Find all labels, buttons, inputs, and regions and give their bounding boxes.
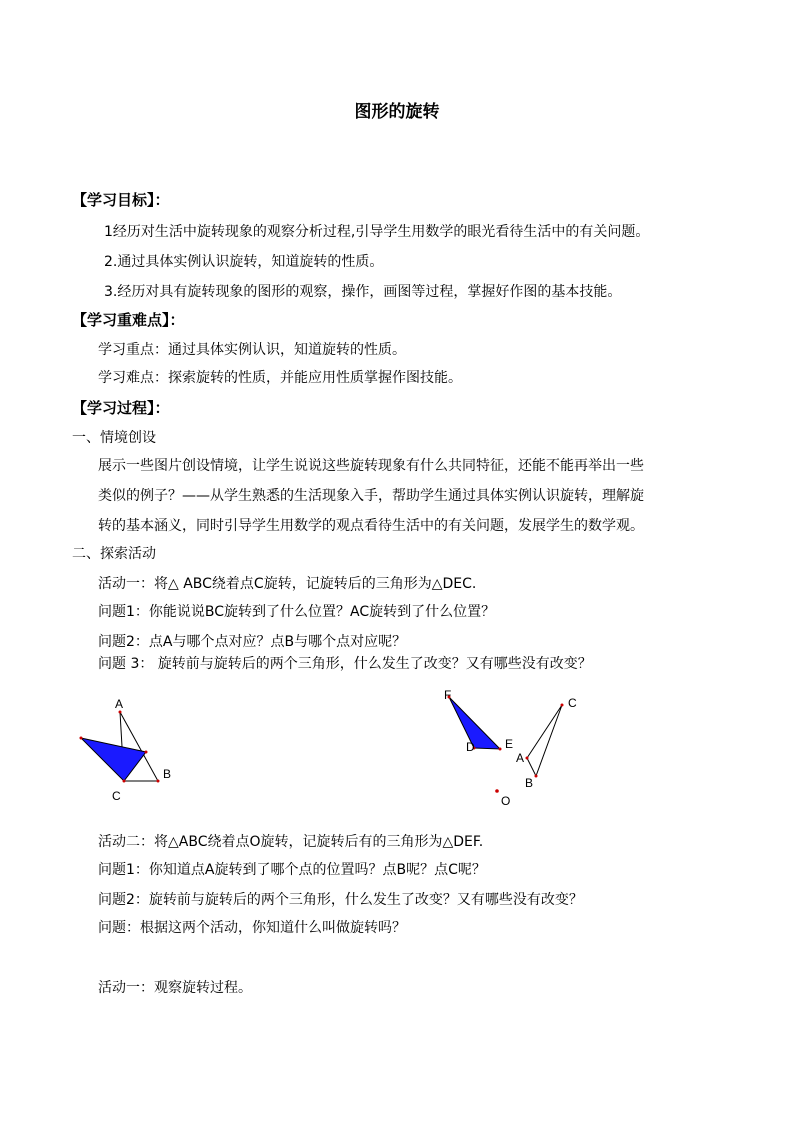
activity2-question-1: 问题1：你知道点A旋转到了哪个点的位置吗？点B呢？点C呢？ bbox=[98, 862, 486, 878]
label-b: B bbox=[163, 767, 172, 781]
point-a-marker bbox=[526, 757, 529, 760]
label-f: F bbox=[444, 688, 452, 702]
activity1-text: 活动一：将△ ABC绕着点C旋转，记旋转后的三角形为△DEC. bbox=[98, 576, 477, 592]
summary-question: 问题：根据这两个活动，你知道什么叫做旋转吗？ bbox=[98, 920, 406, 936]
part1-line-3: 转的基本涵义，同时引导学生用数学的观点看待生活中的有关问题，发展学生的数学观。 bbox=[98, 518, 644, 534]
activity1-question-2: 问题2：点A与哪个点对应？点B与哪个点对应呢？ bbox=[98, 634, 407, 650]
point-o-marker bbox=[495, 789, 499, 793]
activity1-question-3: 问题 3： 旋转前与旋转后的两个三角形，什么发生了改变？又有哪些没有改变？ bbox=[98, 656, 592, 672]
key-points-heading: 【学习重难点】： bbox=[72, 311, 185, 329]
label-a: A bbox=[115, 697, 124, 711]
process-heading: 【学习过程】： bbox=[72, 399, 170, 417]
label-d: D bbox=[466, 740, 475, 754]
part2-title: 二、探索活动 bbox=[72, 546, 156, 562]
activity3-text: 活动一：观察旋转过程。 bbox=[98, 980, 252, 996]
point-c-marker bbox=[561, 704, 564, 707]
goals-heading: 【学习目标】： bbox=[72, 191, 170, 209]
goal-item-3: 3.经历对具有旋转现象的图形的观察，操作，画图等过程，掌握好作图的基本技能。 bbox=[104, 284, 622, 300]
label-c: C bbox=[568, 696, 577, 710]
activity1-question-1: 问题1：你能说说BC旋转到了什么位置？AC旋转到了什么位置？ bbox=[98, 604, 496, 620]
label-c: C bbox=[112, 789, 121, 803]
activity2-question-2: 问题2：旋转前与旋转后的两个三角形，什么发生了改变？又有哪些没有改变？ bbox=[98, 892, 583, 908]
part1-line-2: 类似的例子？——从学生熟悉的生活现象入手，帮助学生通过具体实例认识旋转，理解旋 bbox=[98, 488, 644, 504]
triangle-abc-outline bbox=[527, 705, 562, 776]
activity2-text: 活动二：将△ABC绕着点O旋转，记旋转后有的三角形为△DEF. bbox=[98, 834, 484, 850]
key-point-item-2: 学习难点：探索旋转的性质，并能应用性质掌握作图技能。 bbox=[98, 370, 462, 386]
part1-line-1: 展示一些图片创设情境，让学生说说这些旋转现象有什么共同特征，还能不能再举出一些 bbox=[98, 458, 644, 474]
goal-item-1: 1经历对生活中旋转现象的观察分析过程,引导学生用数学的眼光看待生活中的有关问题。 bbox=[104, 224, 650, 240]
label-o: O bbox=[501, 794, 511, 808]
goal-item-2: 2.通过具体实例认识旋转，知道旋转的性质。 bbox=[104, 254, 384, 270]
point-e-marker bbox=[499, 748, 502, 751]
key-point-item-1: 学习重点：通过具体实例认识，知道旋转的性质。 bbox=[98, 342, 406, 358]
label-e: E bbox=[505, 737, 514, 751]
label-b: B bbox=[525, 776, 534, 790]
point-b-marker bbox=[535, 775, 538, 778]
label-a: A bbox=[516, 751, 525, 765]
page-title: 图形的旋转 bbox=[354, 102, 440, 122]
part1-title: 一、情境创设 bbox=[72, 430, 156, 446]
